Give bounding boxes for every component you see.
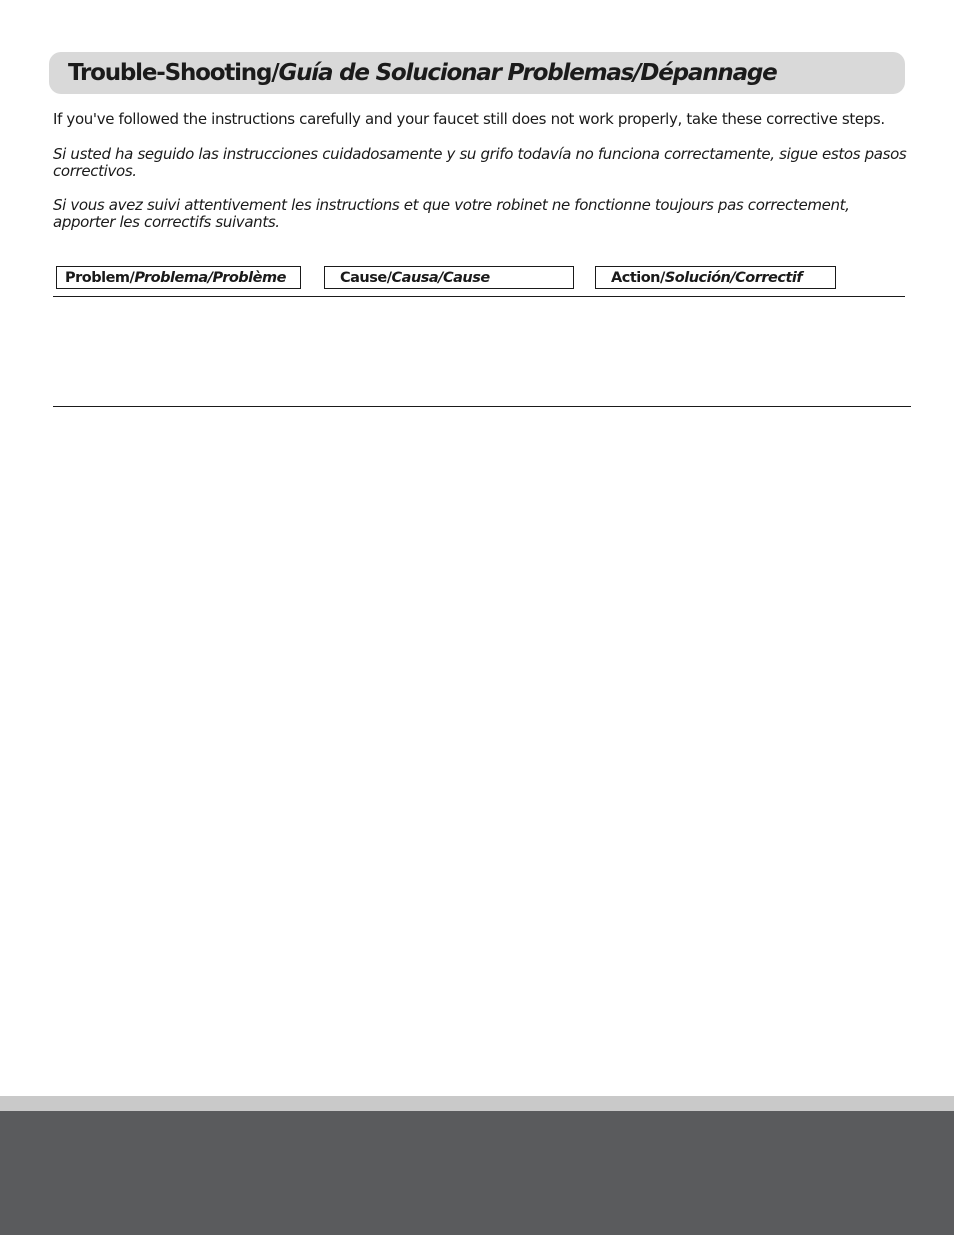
column-header-cause [324, 266, 574, 289]
title-spanish-french: Guía de Solucionar Problemas/Dépannage [278, 60, 777, 86]
footer-band-light [0, 1096, 954, 1111]
table-top-rule [53, 296, 905, 297]
column-header-problem-other: Problema/Problème [134, 269, 286, 286]
column-header-action [595, 266, 836, 289]
intro-english: If you've followed the instructions carefully and your faucet still does not work properly, take these corrective steps. [53, 110, 885, 128]
intro-spanish: Si usted ha seguido las instrucciones cuidadosamente y su grifo todavía no funciona correctamente, sigue estos pasos correctivos. [53, 145, 907, 180]
intro-french: Si vous avez suivi attentivement les instructions et que votre robinet ne fonctionne toujours pas correctement, apporter les correctifs suivants. [53, 196, 850, 231]
column-header-action-english: Action/ [611, 269, 665, 286]
section-title-bar [49, 52, 905, 94]
column-header-cause-other: Causa/Cause [391, 269, 490, 286]
column-header-action-other: Solución/Correctif [664, 269, 803, 286]
footer-band-dark [0, 1111, 954, 1235]
column-header-cause-english: Cause/ [340, 269, 392, 286]
title-english: Trouble-Shooting/ [68, 60, 279, 86]
column-header-problem [56, 266, 301, 289]
column-header-problem-english: Problem/ [65, 269, 135, 286]
table-bottom-rule [53, 406, 911, 407]
